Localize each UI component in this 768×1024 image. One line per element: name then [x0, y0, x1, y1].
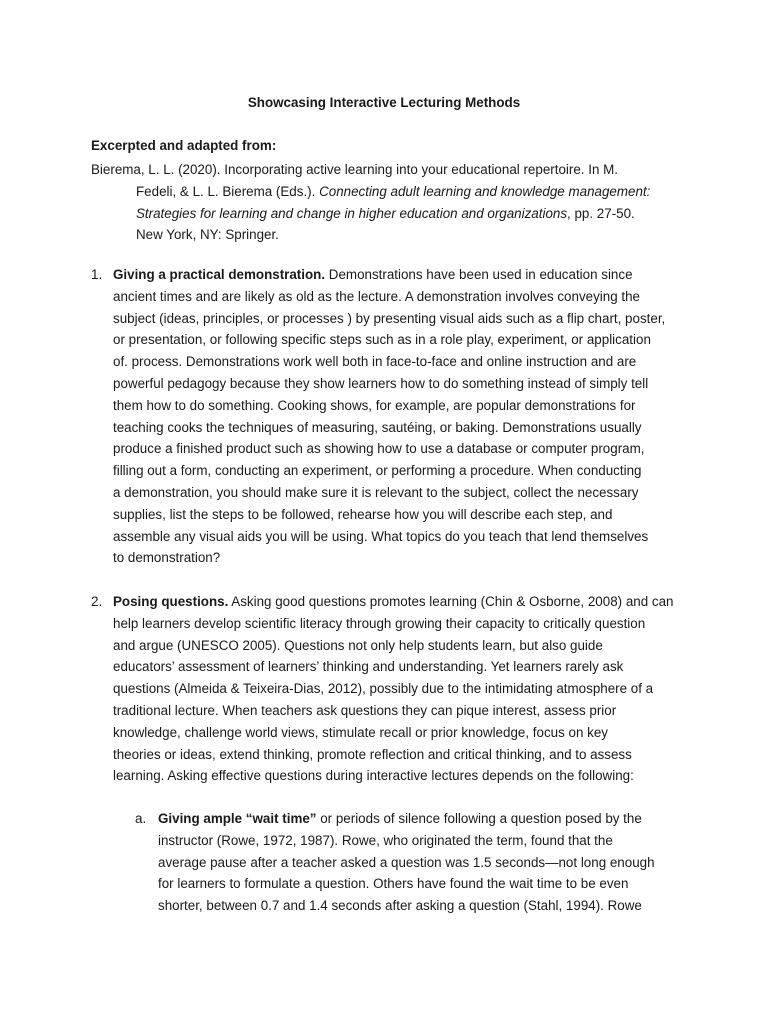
list-item-first-line [113, 591, 693, 613]
list-item-first-line [113, 264, 693, 286]
sub-list-item-line: shorter, between 0.7 and 1.4 seconds after asking a question (Stahl, 1994). Rowe [158, 898, 642, 914]
list-item-line: produce a finished product such as showing how to use a database or computer program, [113, 441, 645, 457]
sub-list-item-letter: a. [135, 811, 147, 826]
list-item-number: 2. [91, 594, 103, 609]
sub-list-item-body [158, 808, 698, 917]
citation-line-3 [91, 203, 681, 225]
list-item-heading: Giving a practical demonstration. [113, 267, 326, 282]
citation-line-2 [91, 181, 681, 203]
list-item-text: Asking good questions promotes learning (Chin & Osborne, 2008) and can [228, 594, 674, 609]
list-item-body [113, 264, 693, 569]
list-item-heading: Posing questions. [113, 594, 229, 609]
list-item-line: of. process. Demonstrations work well both in face-to-face and online instruction and are [113, 354, 637, 370]
citation [91, 159, 681, 246]
citation-line-1: Bierema, L. L. (2020). Incorporating active learning into your educational repertoire. In M. [91, 162, 618, 177]
citation-pages: , pp. 27-50. [567, 205, 635, 221]
excerpt-heading: Excerpted and adapted from: [91, 138, 277, 153]
list-item-line: traditional lecture. When teachers ask questions they can pique interest, assess prior [113, 702, 617, 718]
sub-list-item-line: instructor (Rowe, 1972, 1987). Rowe, who originated the term, found that the [158, 832, 613, 848]
list-item-text: Demonstrations have been used in education since [325, 267, 633, 282]
list-item-line: and argue (UNESCO 2005). Questions not only help students learn, but also guide [113, 637, 603, 653]
page-title: Showcasing Interactive Lecturing Methods [247, 95, 521, 110]
list-item-line: subject (ideas, principles, or processes ) by presenting visual aids such as a flip chart, poster, [113, 310, 666, 326]
list-item-line: teaching cooks the techniques of measuring, sautéing, or baking. Demonstrations usually [113, 419, 642, 435]
list-item-line: to demonstration? [113, 550, 221, 566]
citation-book-title-part1: Connecting adult learning and knowledge management: [319, 183, 651, 199]
list-item-line: supplies, list the steps to be followed, rehearse how you will describe each step, and [113, 506, 613, 522]
sub-list-item-line: average pause after a teacher asked a question was 1.5 seconds—not long enough [158, 854, 655, 870]
list-item-number: 1. [91, 267, 103, 282]
citation-book-title-part2: Strategies for learning and change in higher education and organizations [136, 205, 568, 221]
sub-list-item-heading: Giving ample “wait time” [158, 811, 317, 826]
sub-list-item-first-line [158, 808, 698, 830]
list-item-line: them how to do something. Cooking shows, for example, are popular demonstrations for [113, 397, 636, 413]
sub-list-item-line: for learners to formulate a question. Others have found the wait time to be even [158, 876, 629, 892]
citation-editors: Fedeli, & L. L. Bierema (Eds.). [136, 183, 320, 199]
list-item-line: learning. Asking effective questions during interactive lectures depends on the following: [113, 768, 634, 784]
sub-list-item-text: or periods of silence following a question posed by the [316, 811, 642, 826]
list-item-line: filling out a form, conducting an experiment, or performing a procedure. When conducting [113, 463, 642, 479]
list-item-line: knowledge, challenge world views, stimulate recall or prior knowledge, focus on key [113, 724, 608, 740]
list-item-line: assemble any visual aids you will be using. What topics do you teach that lend themselves [113, 528, 649, 544]
list-item-line: a demonstration, you should make sure it is relevant to the subject, collect the necessary [113, 484, 639, 500]
citation-line-4: New York, NY: Springer. [136, 227, 279, 243]
list-item-line: educators’ assessment of learners’ thinking and understanding. Yet learners rarely ask [113, 659, 624, 675]
list-item-body [113, 591, 693, 787]
list-item-line: help learners develop scientific literacy through growing their capacity to critically question [113, 615, 646, 631]
list-item-line: questions (Almeida & Teixeira-Dias, 2012), possibly due to the intimidating atmosphere of a [113, 681, 654, 697]
list-item-line: powerful pedagogy because they show learners how to do something instead of simply tell [113, 375, 649, 391]
list-item-line: theories or ideas, extend thinking, promote reflection and critical thinking, and to assess [113, 746, 632, 762]
list-item-line: ancient times and are likely as old as the lecture. A demonstration involves conveying the [113, 288, 640, 304]
list-item-line: or presentation, or following specific steps such as in a role play, experiment, or application [113, 332, 651, 348]
